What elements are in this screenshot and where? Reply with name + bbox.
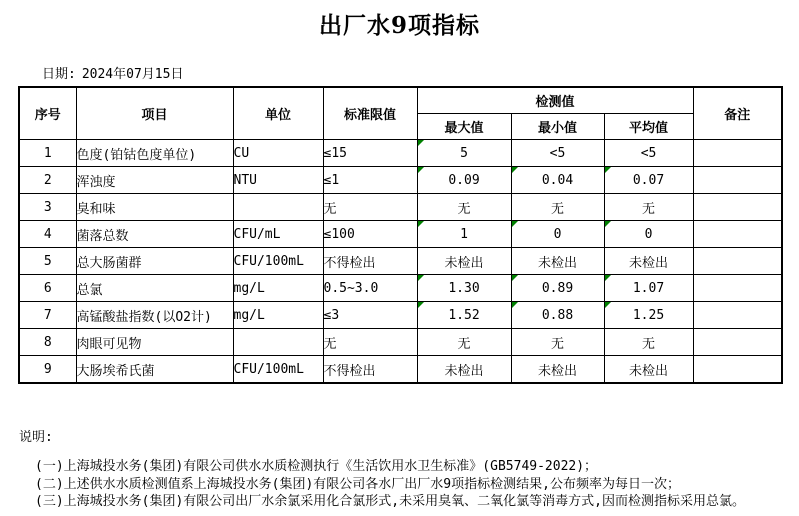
cell-limit-text: 0.5~3.0	[323, 280, 379, 296]
cell-min	[511, 194, 604, 221]
cell-item	[76, 275, 233, 302]
cell-avg	[604, 356, 693, 384]
cell-index	[19, 356, 76, 384]
cell-remark	[693, 221, 782, 248]
cell-limit	[323, 221, 417, 248]
header-standard-limit: 标准限值	[323, 87, 417, 140]
header-unit: 单位	[233, 87, 323, 140]
note-item: (三)上海城投水务(集团)有限公司出厂水余氯采用化合氯形式,未采用臭氧、二氧化氯等消毒方式,因而检测指标采用总氯。	[35, 494, 745, 509]
cell-limit	[323, 167, 417, 194]
cell-index	[19, 275, 76, 302]
cell-item-text: 浑浊度	[76, 174, 116, 190]
cell-min-text: 0.04	[541, 172, 574, 188]
cell-unit-text: CFU/100mL	[233, 361, 304, 377]
cell-limit	[323, 329, 417, 356]
cell-limit	[323, 275, 417, 302]
cell-remark	[693, 356, 782, 384]
cell-unit	[233, 248, 323, 275]
cell-index-text: 4	[43, 226, 52, 242]
cell-avg	[604, 248, 693, 275]
cell-unit-text: CFU/100mL	[233, 253, 304, 269]
cell-unit	[233, 329, 323, 356]
cell-min-text: 未检出	[537, 255, 577, 271]
cell-remark	[693, 194, 782, 221]
cell-unit	[233, 356, 323, 384]
cell-item-text: 大肠埃希氏菌	[76, 363, 155, 379]
cell-min-text: 0	[553, 226, 562, 242]
table-row	[19, 356, 782, 384]
excel-flag-triangle	[418, 167, 424, 173]
cell-unit-text: NTU	[233, 172, 257, 188]
cell-index-text: 7	[43, 307, 52, 323]
cell-limit-text: 不得检出	[323, 363, 376, 379]
cell-index	[19, 329, 76, 356]
cell-limit-text: 不得检出	[323, 255, 376, 271]
cell-limit-text: ≤100	[323, 226, 355, 242]
cell-max	[417, 356, 511, 384]
cell-index-text: 2	[43, 172, 52, 188]
cell-min	[511, 167, 604, 194]
cell-unit	[233, 140, 323, 167]
cell-item-text: 总大肠菌群	[76, 255, 142, 271]
cell-min-text: 0.88	[541, 307, 574, 323]
excel-flag-triangle	[418, 140, 424, 146]
excel-flag-triangle	[605, 221, 611, 227]
cell-min	[511, 356, 604, 384]
header-min: 最小值	[511, 114, 604, 140]
cell-max	[417, 167, 511, 194]
cell-item-text: 色度(铂钴色度单位)	[76, 147, 197, 163]
cell-max-text: 未检出	[444, 255, 484, 271]
cell-item-text: 肉眼可见物	[76, 336, 142, 352]
cell-limit	[323, 248, 417, 275]
cell-max-text: 未检出	[444, 363, 484, 379]
cell-avg-text: 未检出	[629, 363, 669, 379]
cell-remark	[693, 329, 782, 356]
cell-max	[417, 329, 511, 356]
header-max: 最大值	[417, 114, 511, 140]
cell-index-text: 9	[43, 361, 52, 377]
cell-index	[19, 302, 76, 329]
cell-item	[76, 248, 233, 275]
cell-min	[511, 275, 604, 302]
table-row	[19, 194, 782, 221]
cell-remark	[693, 302, 782, 329]
cell-avg	[604, 221, 693, 248]
cell-limit-text: 无	[323, 201, 337, 217]
cell-remark	[693, 275, 782, 302]
cell-unit	[233, 167, 323, 194]
cell-max-text: 无	[457, 201, 471, 217]
cell-max	[417, 221, 511, 248]
table-row	[19, 302, 782, 329]
excel-flag-triangle	[418, 275, 424, 281]
header-detection-value: 检测值	[417, 87, 693, 114]
cell-min-text: 0.89	[541, 280, 574, 296]
table-row	[19, 275, 782, 302]
date-label: 日期:	[42, 67, 76, 82]
cell-avg-text: 0.07	[632, 172, 665, 188]
cell-index	[19, 221, 76, 248]
cell-max	[417, 248, 511, 275]
water-quality-table	[18, 86, 783, 384]
cell-item-text: 臭和味	[76, 201, 116, 217]
cell-min	[511, 329, 604, 356]
cell-avg-text: 无	[642, 336, 656, 352]
excel-flag-triangle	[605, 275, 611, 281]
excel-flag-triangle	[605, 167, 611, 173]
cell-item-text: 高锰酸盐指数(以O2计)	[76, 309, 212, 325]
header-avg: 平均值	[604, 114, 693, 140]
cell-max-text: 1	[460, 226, 468, 242]
excel-flag-triangle	[605, 302, 611, 308]
cell-unit-text: mg/L	[233, 280, 265, 296]
cell-limit	[323, 356, 417, 384]
notes-label: 说明:	[19, 430, 53, 445]
cell-index-text: 6	[43, 280, 52, 296]
cell-max-text: 1.30	[448, 280, 480, 296]
cell-item-text: 总氯	[76, 282, 103, 298]
cell-unit	[233, 221, 323, 248]
cell-avg-text: <5	[640, 145, 657, 161]
cell-limit	[323, 302, 417, 329]
excel-flag-triangle	[512, 302, 518, 308]
excel-flag-triangle	[512, 167, 518, 173]
cell-min	[511, 140, 604, 167]
table-header	[19, 87, 782, 140]
cell-index-text: 8	[43, 334, 52, 350]
cell-avg-text: 无	[642, 201, 656, 217]
cell-avg	[604, 194, 693, 221]
cell-unit-text: CU	[233, 145, 250, 161]
cell-min	[511, 302, 604, 329]
excel-flag-triangle	[512, 275, 518, 281]
cell-avg	[604, 140, 693, 167]
notes-list	[35, 458, 799, 511]
cell-item	[76, 356, 233, 384]
cell-min	[511, 248, 604, 275]
excel-flag-triangle	[512, 221, 518, 227]
header-index: 序号	[19, 87, 76, 140]
cell-item	[76, 221, 233, 248]
cell-max-text: 无	[457, 336, 471, 352]
table-row	[19, 140, 782, 167]
cell-max	[417, 140, 511, 167]
cell-item	[76, 194, 233, 221]
table-row	[19, 329, 782, 356]
cell-unit	[233, 194, 323, 221]
cell-max-text: 1.52	[448, 307, 480, 323]
cell-remark	[693, 248, 782, 275]
cell-max-text: 0.09	[448, 172, 480, 188]
cell-max	[417, 302, 511, 329]
table-row	[19, 221, 782, 248]
excel-flag-triangle	[418, 302, 424, 308]
table-row	[19, 167, 782, 194]
excel-flag-triangle	[418, 221, 424, 227]
header-remark: 备注	[693, 87, 782, 140]
cell-limit	[323, 194, 417, 221]
cell-max	[417, 194, 511, 221]
cell-avg	[604, 329, 693, 356]
cell-remark	[693, 167, 782, 194]
cell-unit-text: mg/L	[233, 307, 265, 323]
cell-remark	[693, 140, 782, 167]
cell-min	[511, 221, 604, 248]
cell-item	[76, 329, 233, 356]
cell-limit-text: ≤1	[323, 172, 340, 188]
table-body	[19, 140, 782, 384]
cell-item-text: 菌落总数	[76, 228, 129, 244]
cell-limit-text: ≤15	[323, 145, 347, 161]
cell-avg	[604, 302, 693, 329]
cell-unit	[233, 302, 323, 329]
cell-limit	[323, 140, 417, 167]
cell-item	[76, 140, 233, 167]
cell-index-text: 5	[43, 253, 52, 269]
cell-limit-text: 无	[323, 336, 337, 352]
note-item: (二)上述供水水质检测值系上海城投水务(集团)有限公司各水厂出厂水9项指标检测结果,公布频率为每日一次；	[35, 476, 680, 492]
cell-avg-text: 1.25	[632, 307, 665, 323]
cell-min-text: 无	[550, 336, 564, 352]
cell-index	[19, 194, 76, 221]
header-item: 项目	[76, 87, 233, 140]
notes-section	[0, 426, 799, 511]
note-item: (一)上海城投水务(集团)有限公司供水水质检测执行《生活饮用水卫生标准》(GB5749-2022)；	[35, 459, 598, 474]
cell-item	[76, 302, 233, 329]
cell-index	[19, 167, 76, 194]
cell-min-text: <5	[549, 145, 566, 161]
cell-avg-text: 未检出	[629, 255, 669, 271]
cell-avg	[604, 167, 693, 194]
cell-avg	[604, 275, 693, 302]
cell-max-text: 5	[460, 145, 468, 161]
cell-index-text: 1	[43, 145, 52, 161]
cell-avg-text: 1.07	[632, 280, 665, 296]
cell-min-text: 未检出	[537, 363, 577, 379]
cell-min-text: 无	[550, 201, 564, 217]
cell-avg-text: 0	[644, 226, 653, 242]
cell-limit-text: ≤3	[323, 307, 340, 323]
date-value: 2024年07月15日	[81, 67, 184, 82]
cell-max	[417, 275, 511, 302]
cell-item	[76, 167, 233, 194]
header-row-top	[19, 87, 782, 114]
page-title: 出厂水9项指标	[318, 12, 480, 39]
cell-unit	[233, 275, 323, 302]
cell-index	[19, 248, 76, 275]
date-line	[42, 63, 799, 82]
cell-index	[19, 140, 76, 167]
cell-unit-text: CFU/mL	[233, 226, 281, 242]
table-row	[19, 248, 782, 275]
cell-index-text: 3	[43, 199, 52, 215]
